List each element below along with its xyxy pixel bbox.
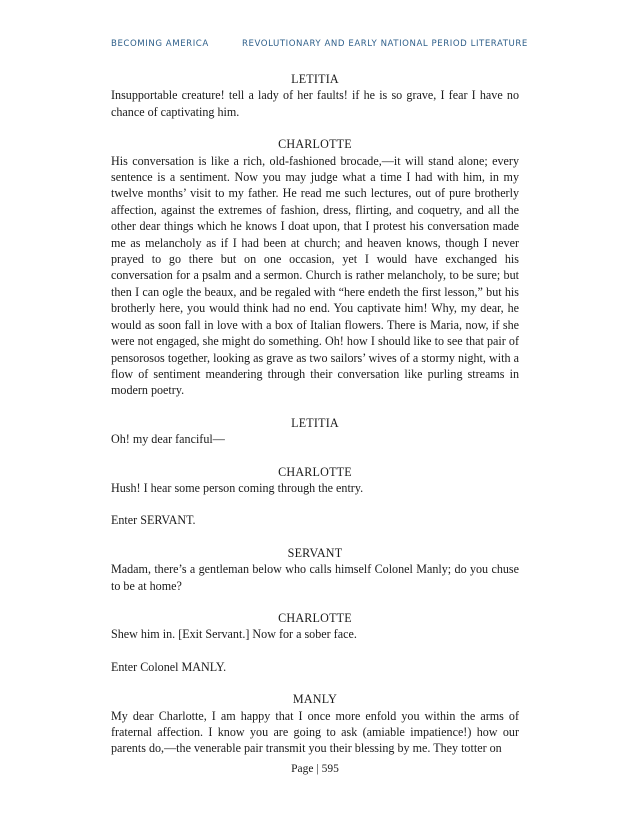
speech-text: Insupportable creature! tell a lady of her faults! if he is so grave, I fear I have no chance of captivating him. [111,88,519,119]
page-number: Page | 595 [291,763,339,775]
speaker-name: MANLY [292,692,338,707]
speaker-name: CHARLOTTE [278,610,352,625]
speech-text: Oh! my dear fanciful— [111,432,225,447]
header-section-title: REVOLUTIONARY AND EARLY NATIONAL PERIOD LITERATURE [242,39,528,49]
header-book-title: BECOMING AMERICA [111,39,209,49]
play-text [111,71,519,757]
stage-direction: Enter SERVANT. [111,513,196,528]
speech-text: His conversation is like a rich, old-fashioned brocade,—it will stand alone; every sentence is a sentiment. Now you may judge what a time I had with him, in my twelve months’ visit to my father. He read me such lectures, out of pure brotherly affection, against the extremes of fashion, dress, flirting, and coquetry, and all the other dear things which he knows I doat upon, that I protest his conversation made me as melancholy as if I had been at church; and heaven knows, though I never prayed to go there but on one occasion, yet I would have exchanged his conversation for a psalm and a sermon. Church is rather melancholy, to be sure; but then I can ogle the beaux, and be regaled with “here endeth the first lesson,” but his brotherly here, you would think had no end. You captivate him! Why, my dear, he would as soon fall in love with a box of Italian flowers. There is Maria, now, if she were not engaged, she might do something. Oh! how I should like to see that pair of pensorosos together, looking as grave as two sailors’ wives of a stormy night, with a flow of sentiment meandering through their conversation like purling streams in modern poetry. [111,153,519,398]
speech-text: Madam, there’s a gentleman below who calls himself Colonel Manly; do you chuse to be at home? [111,562,519,593]
speaker-name: SERVANT [287,545,343,560]
speech-text: Shew him in. [Exit Servant.] Now for a sober face. [111,627,357,642]
stage-direction: Enter Colonel MANLY. [111,659,227,674]
speaker-name: LETITIA [291,415,339,430]
speech-text: My dear Charlotte, I am happy that I once more enfold you within the arms of fraternal affection. I know you are going to ask (amiable impatience!) how our parents do,—the venerable pair transmit you their blessing by me. They totter on [111,708,519,756]
speech-text: Hush! I hear some person coming through the entry. [111,480,364,495]
speaker-name: LETITIA [291,72,339,86]
speaker-name: CHARLOTTE [278,137,352,152]
speaker-name: CHARLOTTE [278,464,352,479]
